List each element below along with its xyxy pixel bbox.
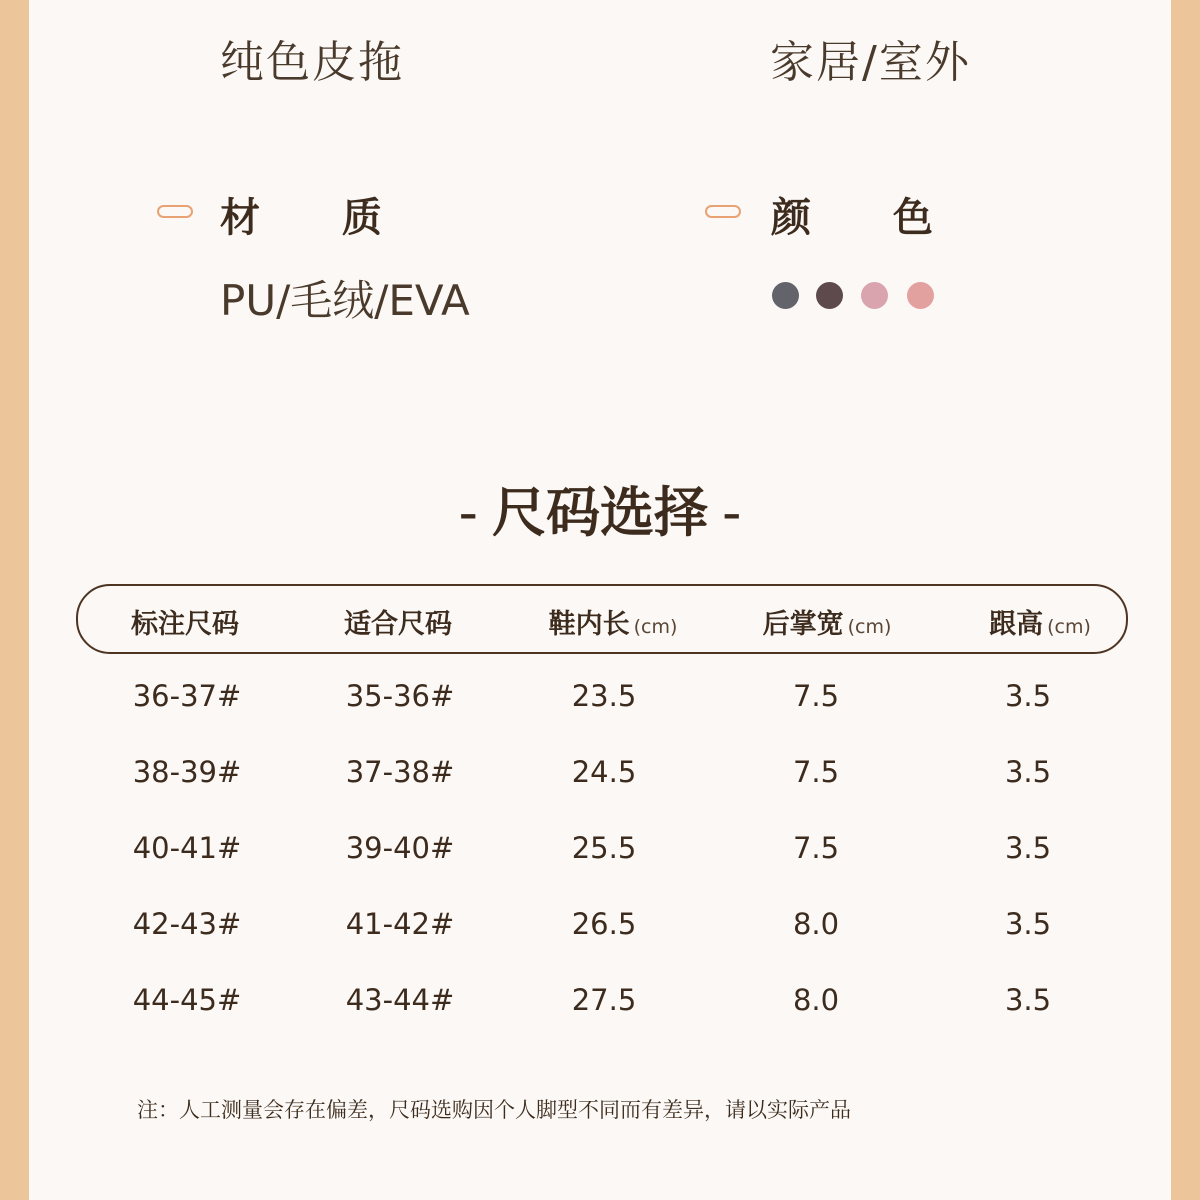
material-value: PU/毛绒/EVA: [220, 276, 470, 325]
table-cell: 26.5: [571, 907, 637, 941]
color-pill-icon: [705, 205, 741, 218]
table-cell: 7.5: [792, 755, 840, 789]
table-cell: 3.5: [1004, 679, 1052, 713]
table-cell: 8.0: [792, 983, 840, 1017]
table-cell: 42-43#: [132, 907, 242, 941]
color-heading: 颜 色: [771, 195, 967, 241]
header-cell-inner-length: [508, 602, 718, 641]
header-label: 跟高: [989, 609, 1044, 640]
color-swatch-gray: [772, 282, 799, 309]
header-unit: (cm): [847, 616, 892, 638]
header-label: 鞋内长: [548, 609, 630, 640]
table-cell: 8.0: [792, 907, 840, 941]
table-cell: 39-40#: [345, 831, 455, 865]
table-cell: 27.5: [571, 983, 637, 1017]
table-cell: 35-36#: [345, 679, 455, 713]
title-dash-left: -: [458, 481, 478, 544]
title-text: 尺码选择: [492, 481, 708, 544]
color-swatch-rose: [907, 282, 934, 309]
header-label: 标注尺码: [131, 609, 239, 640]
product-name: 纯色皮拖: [220, 37, 404, 88]
table-cell: 24.5: [571, 755, 637, 789]
table-cell: 3.5: [1004, 983, 1052, 1017]
table-cell: 23.5: [571, 679, 637, 713]
table-cell: 25.5: [571, 831, 637, 865]
table-cell: 3.5: [1004, 755, 1052, 789]
size-section-title: [0, 470, 1200, 547]
table-cell: 3.5: [1004, 907, 1052, 941]
header-label: 后掌宽: [762, 609, 844, 640]
table-cell: 41-42#: [345, 907, 455, 941]
table-cell: 38-39#: [132, 755, 242, 789]
color-swatch-pink: [861, 282, 888, 309]
header-cell-fit-size: [300, 602, 500, 641]
table-cell: 43-44#: [345, 983, 455, 1017]
table-cell: 36-37#: [132, 679, 242, 713]
measurement-note: 注：人工测量会存在偏差，尺码选购因个人脚型不同而有差异，请以实际产品: [137, 1098, 851, 1122]
table-cell: 3.5: [1004, 831, 1052, 865]
header-cell-heel-width: [722, 602, 932, 641]
header-unit: (cm): [633, 616, 678, 638]
header-cell-marked-size: [87, 602, 287, 641]
header-unit: (cm): [1047, 616, 1091, 638]
table-cell: 7.5: [792, 679, 840, 713]
title-dash-right: -: [722, 481, 742, 544]
header-label: 适合尺码: [344, 609, 452, 640]
product-usage: 家居/室外: [770, 37, 971, 88]
table-cell: 44-45#: [132, 983, 242, 1017]
table-cell: 37-38#: [345, 755, 455, 789]
color-swatch-brown: [816, 282, 843, 309]
table-cell: 7.5: [792, 831, 840, 865]
material-pill-icon: [157, 205, 193, 218]
material-heading: 材 质: [220, 195, 416, 241]
table-cell: 40-41#: [132, 831, 242, 865]
header-cell-heel-height: [940, 602, 1140, 641]
